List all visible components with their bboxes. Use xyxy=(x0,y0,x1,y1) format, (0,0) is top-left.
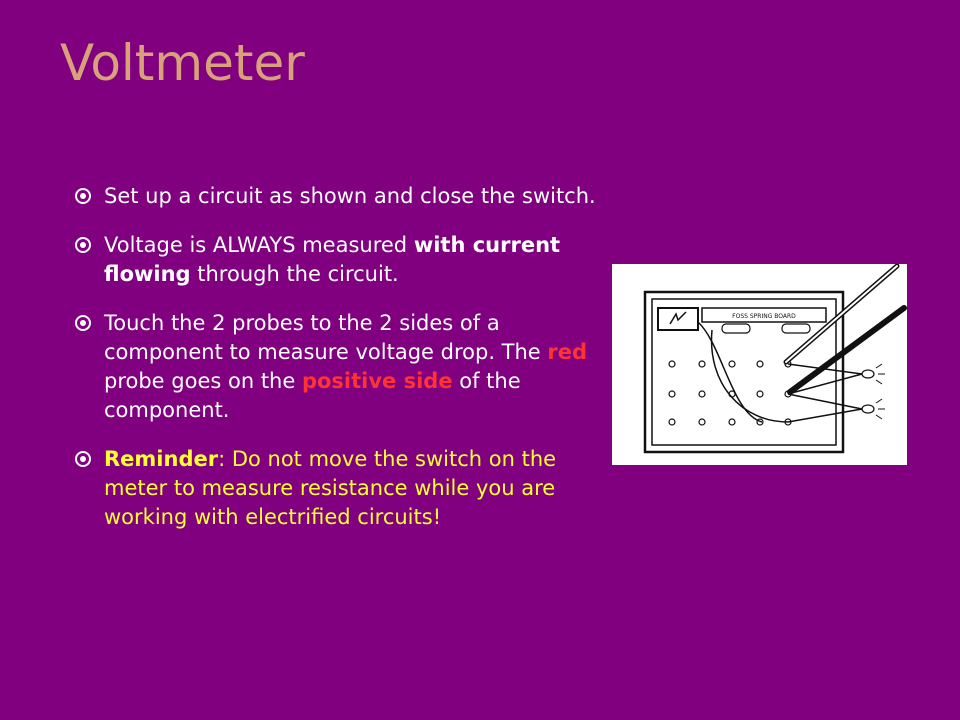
circle-dot-icon xyxy=(74,236,92,254)
circuit-diagram-image xyxy=(612,264,907,465)
reminder-text: : Do not move the switch on the meter to measure resistance while you are working with electrified circuits! xyxy=(104,447,557,529)
bullet-list xyxy=(74,182,604,552)
slide-title: Voltmeter xyxy=(60,34,305,92)
bullet-item-setup xyxy=(74,182,604,211)
bullet-text: of the component. xyxy=(104,369,521,422)
bullet-item-voltage xyxy=(74,231,604,289)
bullet-red-text: red xyxy=(547,340,588,364)
bullet-text: probe goes on the xyxy=(104,369,302,393)
reminder-label: Reminder xyxy=(104,447,219,471)
circuit-diagram-drawing xyxy=(612,264,907,465)
bullet-text: Touch the 2 probes to the 2 sides of a component to measure voltage drop. The xyxy=(104,311,548,364)
bullet-bold-text: with current flowing xyxy=(104,233,561,286)
bullet-text: Set up a circuit as shown and close the switch. xyxy=(104,184,596,208)
circle-dot-icon xyxy=(74,187,92,205)
circle-dot-icon xyxy=(74,450,92,468)
board-label: FOSS SPRING BOARD xyxy=(732,313,796,320)
bullet-text: through the circuit. xyxy=(190,262,399,286)
bullet-text: Voltage is ALWAYS measured xyxy=(104,233,414,257)
bullet-item-probes xyxy=(74,309,604,425)
bullet-red-text: positive side xyxy=(301,369,453,393)
bullet-item-reminder xyxy=(74,445,604,532)
circle-dot-icon xyxy=(74,314,92,332)
